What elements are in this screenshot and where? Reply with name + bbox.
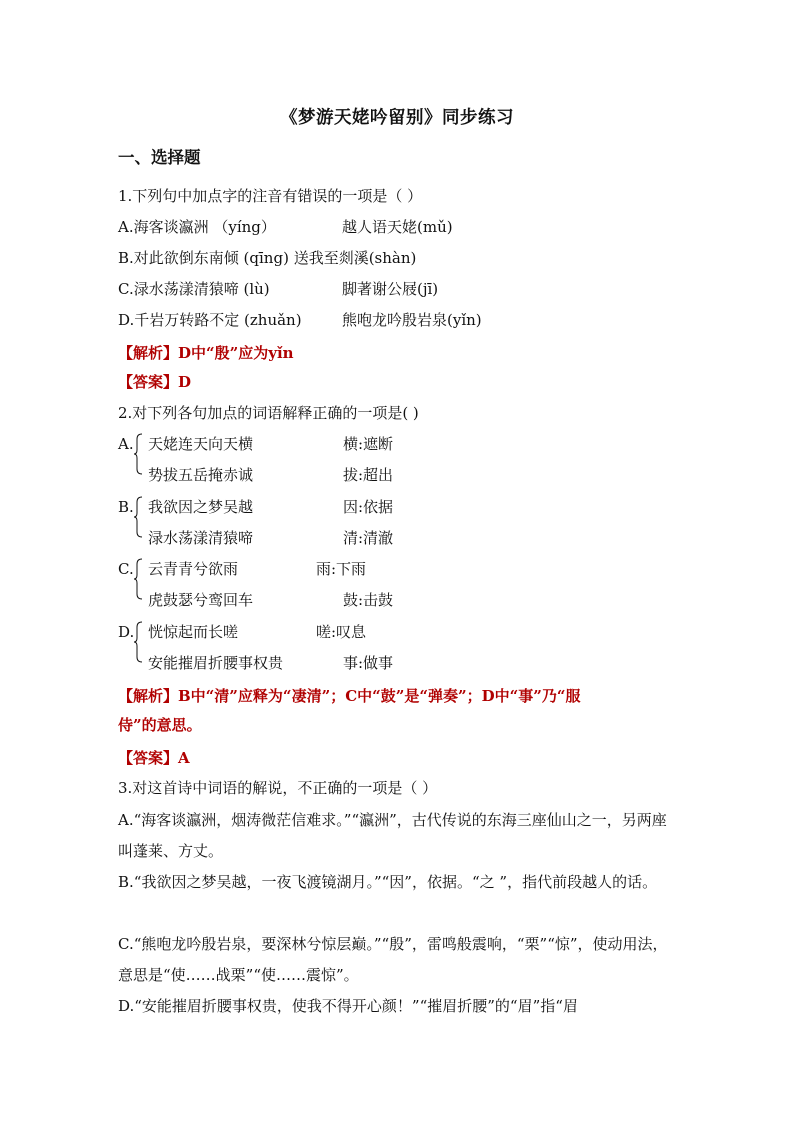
q2-option-c-explain-1: 雨:下雨: [316, 560, 367, 578]
q1-option-a-second: 越人语天姥(mǔ): [342, 218, 453, 236]
q2-stem: 2.对下列各句加点的词语解释正确的一项是( ): [118, 404, 419, 422]
q2-option-d-sentence-1: 恍惊起而长嗟: [148, 623, 239, 641]
q1-answer: 【答案】D: [118, 373, 192, 391]
q2-option-b-sentence-1: 我欲因之梦吴越: [148, 498, 254, 516]
q2-option-a-explain-2: 拔:超出: [343, 466, 394, 484]
q2-option-b-explain-2: 清:清澈: [343, 529, 394, 547]
q1-option-c: C.渌水荡漾清猿啼 (lù): [118, 280, 270, 298]
q2-option-b-explain-1: 因:依据: [343, 498, 394, 516]
q1-analysis: 【解析】D中“殷”应为yǐn: [118, 344, 294, 362]
q2-option-d-explain-2: 事:做事: [343, 654, 394, 672]
q2-option-d-explain-1: 嗟:叹息: [316, 623, 367, 641]
q2-option-b-sentence-2: 渌水荡漾清猿啼: [148, 529, 254, 547]
q2-option-a-sentence-1: 天姥连天向天横: [148, 435, 254, 453]
q2-answer: 【答案】A: [118, 749, 190, 767]
q2-option-c-sentence-2: 虎鼓瑟兮鸾回车: [148, 591, 254, 609]
q2-option-d-sentence-2: 安能摧眉折腰事权贵: [148, 654, 284, 672]
q2-option-c-sentence-1: 云青青兮欲雨: [148, 560, 239, 578]
q3-option-d: D.“安能摧眉折腰事权贵，使我不得开心颜！”“摧眉折腰”的“眉”指“眉: [118, 997, 578, 1015]
q2-option-a-explain-1: 横:遮断: [343, 435, 394, 453]
q2-option-b-label: B.: [118, 498, 134, 516]
q1-option-a: A.海客谈瀛洲 （yíng）: [118, 218, 276, 236]
q1-stem: 1.下列句中加点字的注音有错误的一项是（ ）: [118, 187, 423, 205]
q1-option-c-second: 脚著谢公屐(jī): [342, 280, 439, 298]
q3-option-a: A.“海客谈瀛洲，烟涛微茫信难求。”“瀛洲”，古代传说的东海三座仙山之一，另两座叫蓬莱、方丈。: [118, 811, 667, 860]
q1-option-b: B.对此欲倒东南倾 (qīng) 送我至剡溪(shàn): [118, 249, 417, 267]
q2-analysis: 【解析】B中“清”应释为“凄清”；C中“鼓”是“弹奏”；D中“事”乃“服: [118, 687, 581, 705]
q1-option-d: D.千岩万转路不定 (zhuǎn): [118, 311, 302, 329]
q2-analysis-continued: 侍”的意思。: [118, 716, 202, 734]
page-title: 《梦游天姥吟留别》同步练习: [280, 108, 514, 128]
q3-stem: 3.对这首诗中词语的解说，不正确的一项是（ ）: [118, 779, 438, 797]
brace-icon: [134, 496, 143, 538]
q2-option-a-label: A.: [118, 435, 134, 453]
q2-option-c-label: C.: [118, 560, 134, 578]
q3-option-b: B.“我欲因之梦吴越，一夜飞渡镜湖月。”“因”，依据。“之 ”，指代前段越人的话。: [118, 873, 658, 891]
q3-option-c: C.“熊咆龙吟殷岩泉，要深林兮惊层巅。”“殷”，雷鸣般震响，“栗”“惊”，使动用法，意思是“使……战栗”“使……震惊”。: [118, 935, 668, 984]
q2-option-a-sentence-2: 势拔五岳掩赤诚: [148, 466, 254, 484]
brace-icon: [134, 433, 143, 475]
q2-option-c-explain-2: 鼓:击鼓: [343, 591, 394, 609]
q2-option-d-label: D.: [118, 623, 135, 641]
brace-icon: [134, 558, 143, 600]
section-heading: 一、选择题: [118, 148, 201, 167]
q1-option-d-second: 熊咆龙吟殷岩泉(yǐn): [342, 311, 482, 329]
brace-icon: [134, 621, 143, 663]
